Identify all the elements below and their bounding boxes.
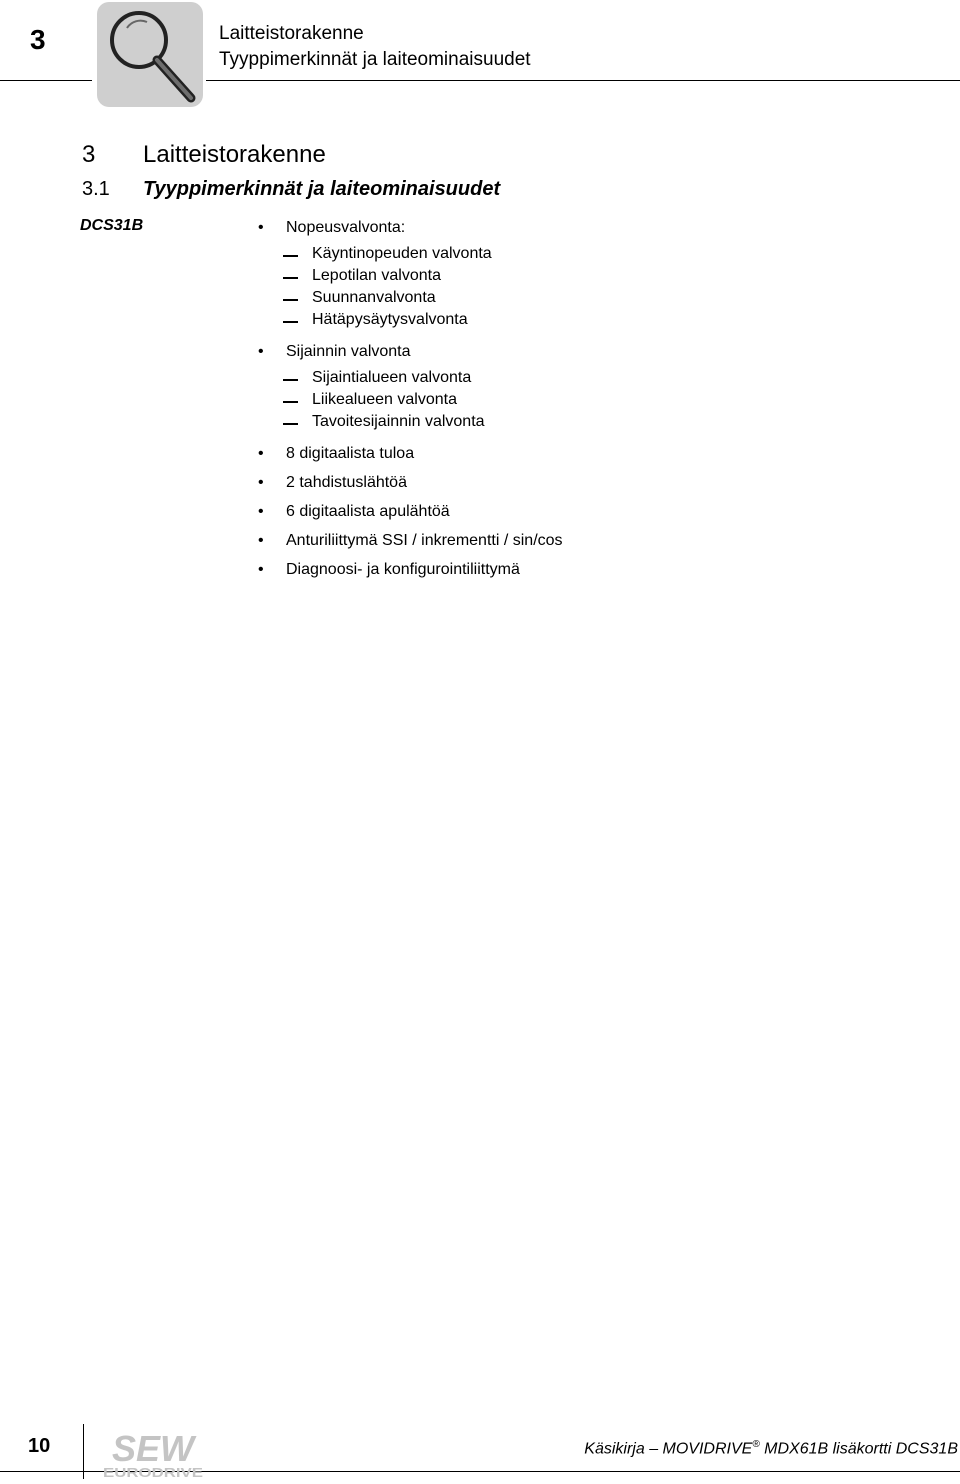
dash-icon [283,321,298,323]
dash-icon [283,423,298,425]
sub-list [256,243,946,331]
list-item [256,217,946,246]
bullet-icon: • [258,445,264,462]
sub-list-item-label: Tavoitesijainnin valvonta [312,413,485,430]
list-item-label: 8 digitaalista tuloa [286,445,415,462]
list-item [256,501,946,530]
list-item-label: Diagnoosi- ja konfigurointiliittymä [286,561,520,578]
subsection-number: 3.1 [82,178,110,200]
document-title [584,1439,958,1458]
dash-icon [283,401,298,403]
sub-list-item [256,243,946,265]
document-title-prefix: Käsikirja – MOVIDRIVE [584,1440,753,1458]
bullet-icon: • [258,503,264,520]
magnifier-icon [97,2,203,107]
document-title-suffix: MDX61B lisäkortti DCS31B [759,1440,958,1458]
logo-eurodrive: EURODRIVE [103,1465,204,1479]
section-title: Laitteistorakenne [143,141,326,168]
sew-eurodrive-logo [100,1428,206,1479]
header-rule-left [0,80,92,81]
bullet-icon: • [258,532,264,549]
dash-icon [283,255,298,257]
dash-icon [283,299,298,301]
sub-list-item [256,389,946,411]
subsection-title: Tyyppimerkinnät ja laiteominaisuudet [143,178,501,200]
list-item-label: Nopeusvalvonta: [286,219,406,236]
sub-list-item-label: Käyntinopeuden valvonta [312,245,492,262]
sub-list-item-label: Suunnanvalvonta [312,289,436,306]
sub-list-item-label: Liikealueen valvonta [312,391,457,408]
logo-sew: SEW [111,1428,195,1469]
list-item [256,472,946,501]
list-item-label: 2 tahdistuslähtöä [286,474,407,491]
list-item [256,443,946,472]
section-number: 3 [82,141,96,168]
feature-list [256,217,946,588]
sub-list-item [256,309,946,331]
registered-mark: ® [752,1439,760,1450]
list-item [256,530,946,559]
sub-list-item-label: Hätäpysäytysvalvonta [312,311,468,328]
subsection-heading [82,178,500,201]
bullet-icon: • [258,474,264,491]
footer-divider [83,1424,84,1479]
sub-list-item-label: Lepotilan valvonta [312,267,441,284]
sub-list-item [256,411,946,433]
page-number: 10 [28,1435,51,1457]
bullet-icon: • [258,219,264,236]
bullet-icon: • [258,561,264,578]
dash-icon [283,277,298,279]
header-rule-right [206,80,960,81]
list-item [256,341,946,370]
margin-label: DCS31B [80,217,144,234]
list-item [256,559,946,588]
list-item-label: 6 digitaalista apulähtöä [286,503,450,520]
sub-list-item [256,287,946,309]
sub-list-item [256,265,946,287]
section-heading [82,141,326,169]
header-subtitle: Tyyppimerkinnät ja laiteominaisuudet [219,49,531,70]
chapter-number: 3 [30,24,46,55]
list-item-label: Anturiliittymä SSI / inkrementti / sin/cos [286,532,563,549]
dash-icon [283,379,298,381]
sub-list-item-label: Sijaintialueen valvonta [312,369,472,386]
sub-list [256,367,946,433]
sub-list-item [256,367,946,389]
header-title: Laitteistorakenne [219,23,364,44]
list-item-label: Sijainnin valvonta [286,343,411,360]
bullet-icon: • [258,343,264,360]
